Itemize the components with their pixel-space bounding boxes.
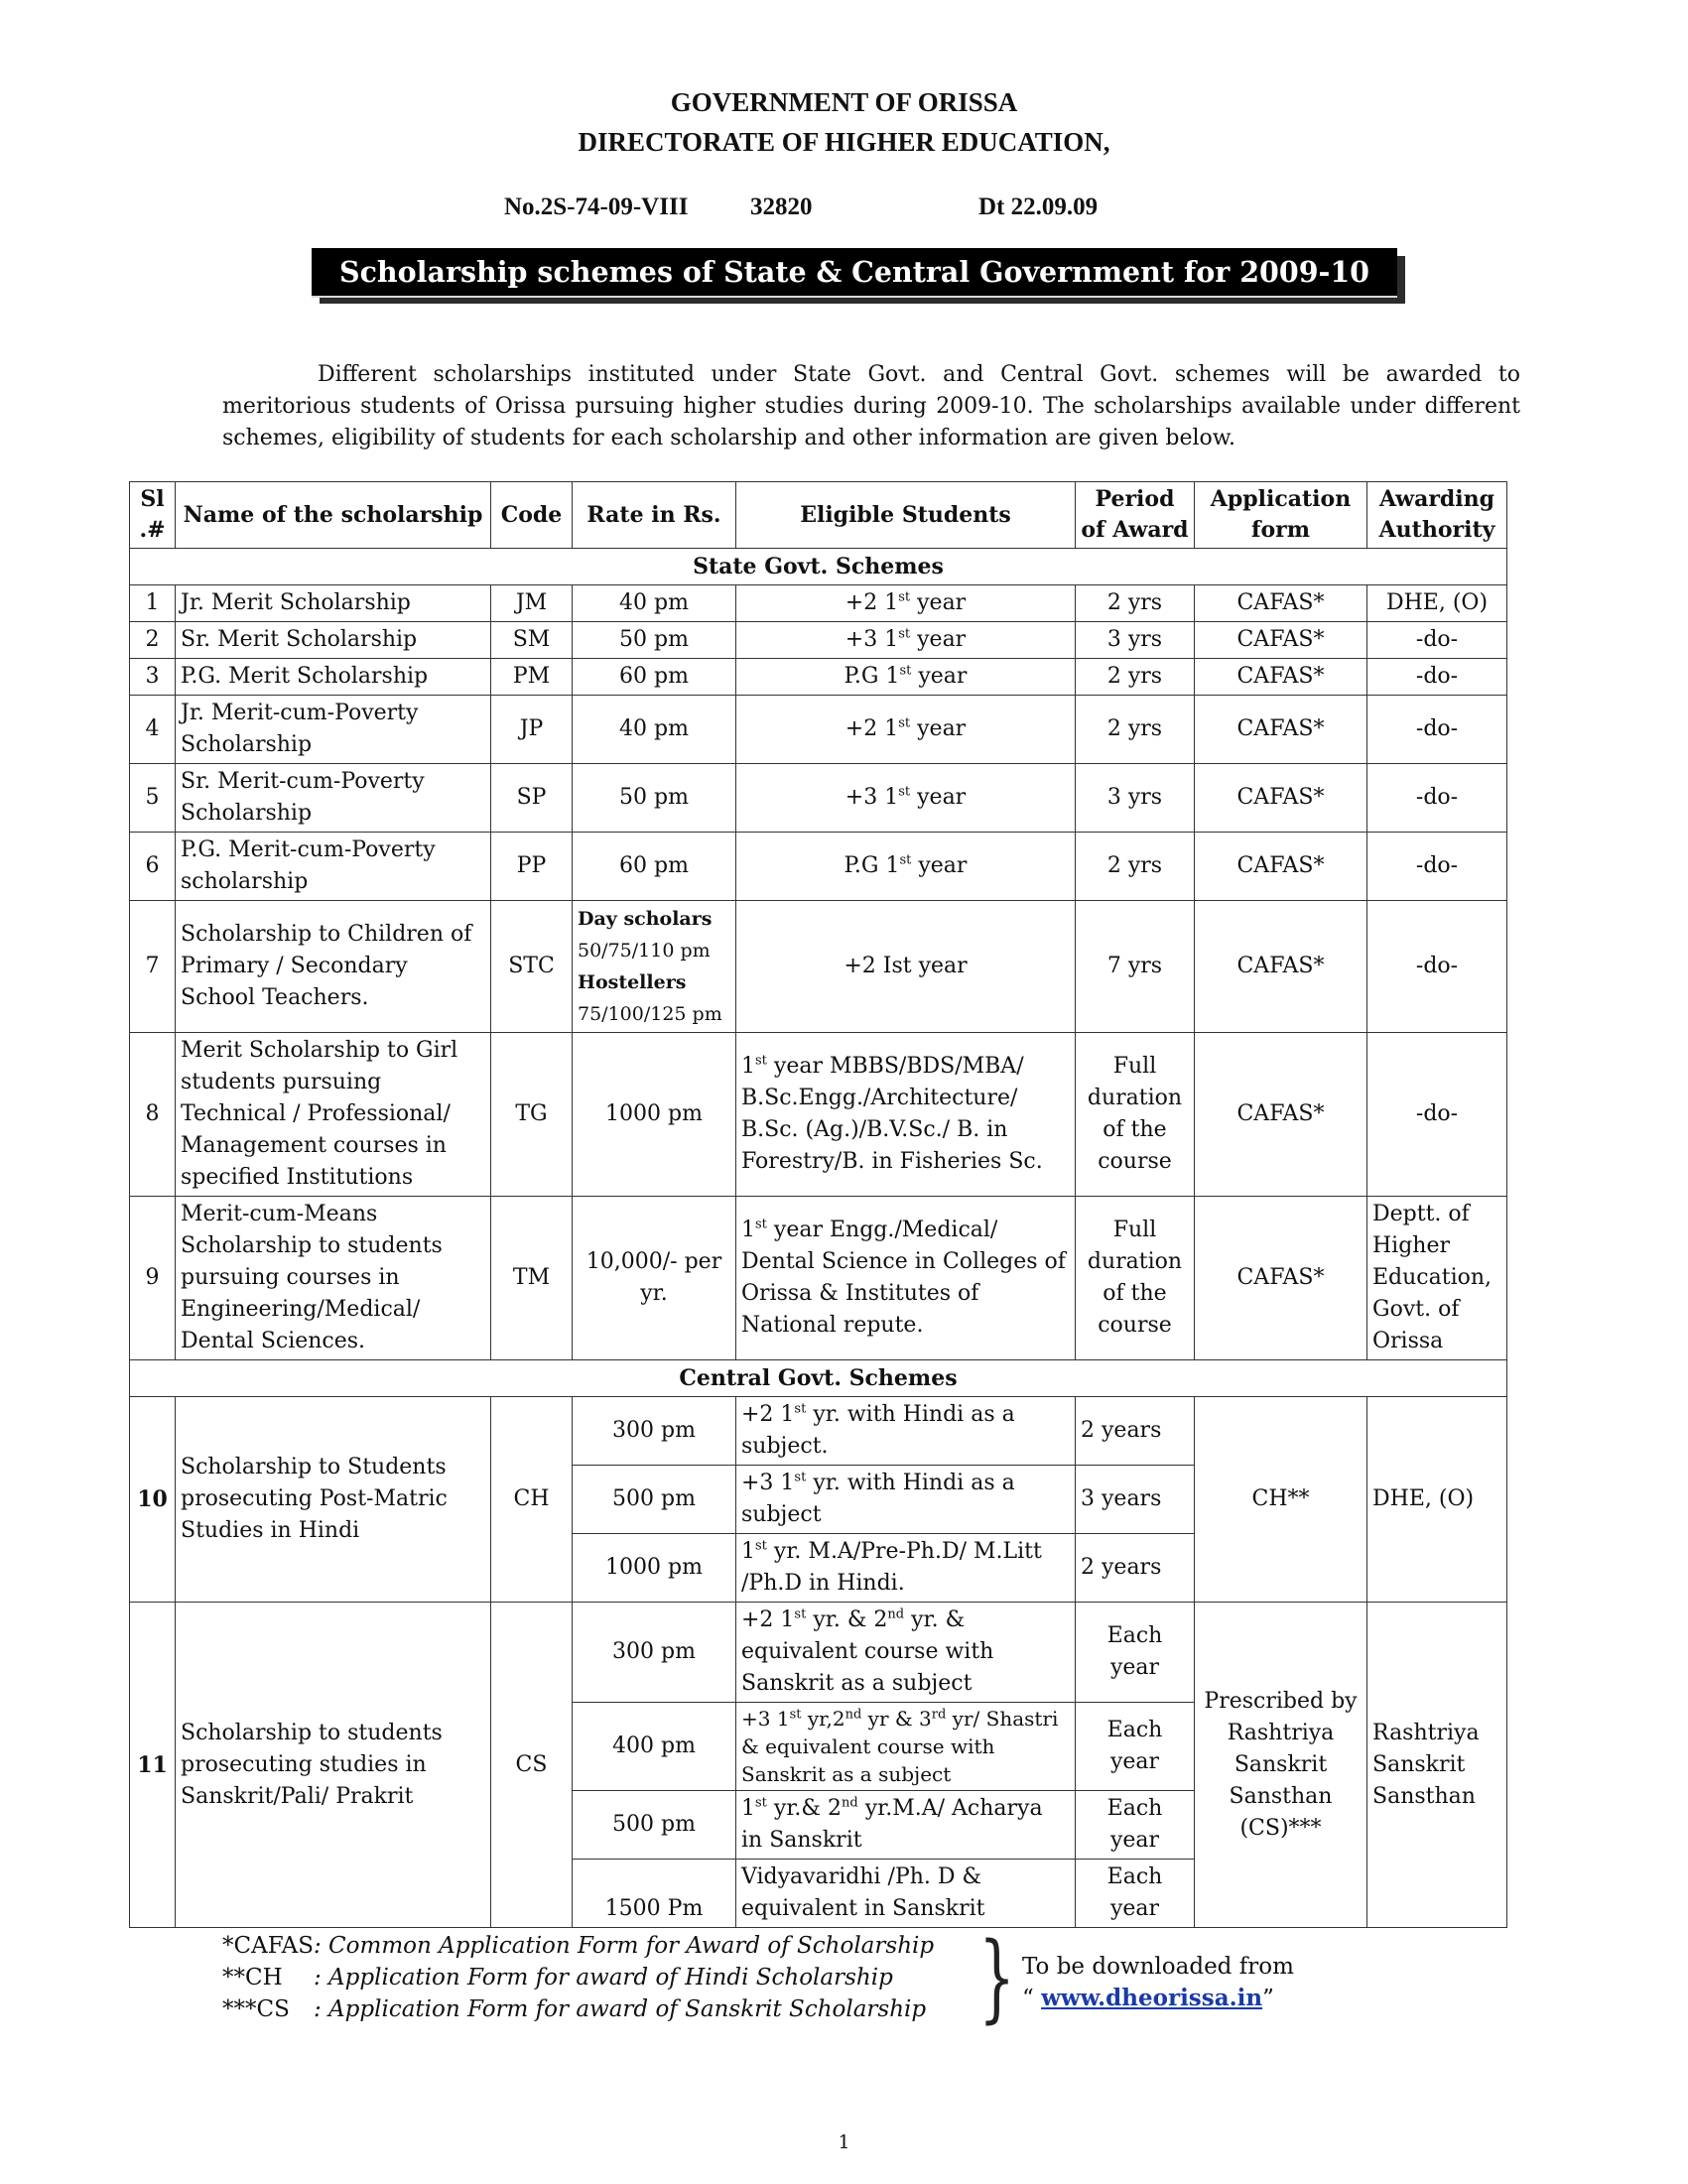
cell-code: TM xyxy=(491,1197,573,1360)
cell-eligible: P.G 1st year xyxy=(736,833,1076,901)
cell-form: CH** xyxy=(1195,1397,1367,1603)
reference-date: Dt 22.09.09 xyxy=(978,193,1099,220)
cell-rate: 60 pm xyxy=(573,833,736,901)
cell-eligible: +2 1st year xyxy=(736,696,1076,764)
cell-form: CAFAS* xyxy=(1195,764,1367,833)
intro-paragraph: Different scholarships instituted under State Govt. and Central Govt. schemes will be awarded to meritorious students of Orissa pursuing higher studies during 2009-10. The scholarships available under different schemes, eligibility of students for each scholarship and other information are given below. xyxy=(222,362,1520,450)
cell-eligible: +2 1st yr. & 2nd yr. & equivalent course with Sanskrit as a subject xyxy=(736,1603,1076,1703)
cell-period: 2 yrs xyxy=(1076,696,1195,764)
cell-rate: 50 pm xyxy=(573,764,736,833)
cell-form: CAFAS* xyxy=(1195,1033,1367,1197)
cell-rate: 400 pm xyxy=(573,1703,736,1791)
table-row xyxy=(130,622,1507,659)
cell-period: Each year xyxy=(1076,1860,1195,1928)
cell-rate: 40 pm xyxy=(573,696,736,764)
cell-form: CAFAS* xyxy=(1195,585,1367,622)
cell-form: CAFAS* xyxy=(1195,901,1367,1033)
cell-authority: -do- xyxy=(1367,833,1507,901)
cell-period: 2 yrs xyxy=(1076,659,1195,696)
cell-form: CAFAS* xyxy=(1195,833,1367,901)
cell-rate: 60 pm xyxy=(573,659,736,696)
cell-period: 3 yrs xyxy=(1076,764,1195,833)
cell-period: 3 years xyxy=(1076,1466,1195,1534)
cell-form: Prescribed by Rashtriya Sanskrit Sansthan (CS)*** xyxy=(1195,1603,1367,1928)
cell-authority: -do- xyxy=(1367,696,1507,764)
cell-sl: 6 xyxy=(130,833,176,901)
rate-hostel-label: Hostellers xyxy=(578,971,687,993)
cell-name: Sr. Merit Scholarship xyxy=(176,622,491,659)
cell-code: STC xyxy=(491,901,573,1033)
table-row xyxy=(130,901,1507,1033)
reference-number: No.2S-74-09-VIII xyxy=(504,193,689,220)
cell-authority: -do- xyxy=(1367,764,1507,833)
cell-sl: 2 xyxy=(130,622,176,659)
cell-period: 7 yrs xyxy=(1076,901,1195,1033)
cell-code: JP xyxy=(491,696,573,764)
cell-eligible: P.G 1st year xyxy=(736,659,1076,696)
reference-code: 32820 xyxy=(750,193,813,220)
cell-code: CH xyxy=(491,1397,573,1603)
table-row xyxy=(130,1397,1507,1466)
cell-form: CAFAS* xyxy=(1195,622,1367,659)
cell-authority: DHE, (O) xyxy=(1367,585,1507,622)
cell-eligible: +2 Ist year xyxy=(736,901,1076,1033)
scholarship-table xyxy=(129,481,1507,1928)
title-banner: Scholarship schemes of State & Central Government for 2009-10 xyxy=(312,248,1397,298)
cell-eligible: +3 1st year xyxy=(736,622,1076,659)
cell-eligible: Vidyavaridhi /Ph. D & equivalent in Sanskrit xyxy=(736,1860,1076,1928)
cell-name: P.G. Merit-cum-Poverty scholarship xyxy=(176,833,491,901)
cell-rate: 300 pm xyxy=(573,1603,736,1703)
cell-period: Each year xyxy=(1076,1603,1195,1703)
cell-code: PM xyxy=(491,659,573,696)
cell-period: Full duration of the course xyxy=(1076,1197,1195,1360)
cell-code: SP xyxy=(491,764,573,833)
col-header-name: Name of the scholarship xyxy=(176,482,491,549)
cell-name: Scholarship to Students prosecuting Post-Matric Studies in Hindi xyxy=(176,1397,491,1603)
cell-period: Each year xyxy=(1076,1703,1195,1791)
cell-rate: 1000 pm xyxy=(573,1534,736,1603)
cell-code: PP xyxy=(491,833,573,901)
rate-hostel-value: 75/100/125 pm xyxy=(578,1003,722,1025)
cell-sl: 4 xyxy=(130,696,176,764)
cell-period: 3 yrs xyxy=(1076,622,1195,659)
cell-rate: 500 pm xyxy=(573,1791,736,1860)
cell-authority: -do- xyxy=(1367,1033,1507,1197)
cell-eligible: 1st year Engg./Medical/ Dental Science in Colleges of Orissa & Institutes of National repute. xyxy=(736,1197,1076,1360)
table-row xyxy=(130,1603,1507,1703)
cell-sl: 7 xyxy=(130,901,176,1033)
rate-day-value: 50/75/110 pm xyxy=(578,940,711,962)
cell-rate: 40 pm xyxy=(573,585,736,622)
cell-name: Jr. Merit-cum-Poverty Scholarship xyxy=(176,696,491,764)
cell-authority: -do- xyxy=(1367,622,1507,659)
cell-rate: 1000 pm xyxy=(573,1033,736,1197)
cell-name: Scholarship to Children of Primary / Secondary School Teachers. xyxy=(176,901,491,1033)
section-central-schemes: Central Govt. Schemes xyxy=(130,1360,1507,1397)
cell-sl: 5 xyxy=(130,764,176,833)
table-header-row xyxy=(130,482,1507,549)
cell-eligible: +3 1st yr. with Hindi as a subject xyxy=(736,1466,1076,1534)
cell-period: 2 years xyxy=(1076,1534,1195,1603)
col-header-period: Period of Award xyxy=(1076,482,1195,549)
section-state-schemes: State Govt. Schemes xyxy=(130,549,1507,585)
table-row xyxy=(130,1197,1507,1360)
footnote-cs: ***CS : Application Form for award of Sanskrit Scholarship xyxy=(222,1996,927,2022)
cell-eligible: 1st yr. M.A/Pre-Ph.D/ M.Litt /Ph.D in Hindi. xyxy=(736,1534,1076,1603)
cell-sl: 8 xyxy=(130,1033,176,1197)
col-header-sl: Sl .# xyxy=(130,482,176,549)
cell-code: SM xyxy=(491,622,573,659)
cell-rate: 50 pm xyxy=(573,622,736,659)
cell-name: Sr. Merit-cum-Poverty Scholarship xyxy=(176,764,491,833)
cell-period: 2 yrs xyxy=(1076,833,1195,901)
col-header-form: Application form xyxy=(1195,482,1367,549)
table-row xyxy=(130,1033,1507,1197)
cell-eligible: +3 1st yr,2nd yr & 3rd yr/ Shastri & equivalent course with Sanskrit as a subject xyxy=(736,1703,1076,1791)
rate-day-label: Day scholars xyxy=(578,908,713,930)
cell-name: Merit-cum-Means Scholarship to students pursuing courses in Engineering/Medical/ Dental Sciences. xyxy=(176,1197,491,1360)
cell-authority: Rashtriya Sanskrit Sansthan xyxy=(1367,1603,1507,1928)
cell-code: CS xyxy=(491,1603,573,1928)
footnotes xyxy=(222,1930,934,2025)
cell-name: Merit Scholarship to Girl students pursuing Technical / Professional/ Management courses in specified Institutions xyxy=(176,1033,491,1197)
cell-sl: 11 xyxy=(130,1603,176,1928)
cell-form: CAFAS* xyxy=(1195,659,1367,696)
col-header-code: Code xyxy=(491,482,573,549)
table-row xyxy=(130,659,1507,696)
cell-rate xyxy=(573,901,736,1033)
cell-eligible: +2 1st yr. with Hindi as a subject. xyxy=(736,1397,1076,1466)
cell-rate: 500 pm xyxy=(573,1466,736,1534)
cell-period: Each year xyxy=(1076,1791,1195,1860)
cell-rate: 1500 Pm xyxy=(573,1860,736,1928)
cell-form: CAFAS* xyxy=(1195,1197,1367,1360)
footnote-ch: **CH : Application Form for award of Hindi Scholarship xyxy=(222,1965,893,1991)
download-note: To be downloaded from “ www.dheorissa.in” xyxy=(1022,1954,1294,2011)
cell-sl: 3 xyxy=(130,659,176,696)
page-number: 1 xyxy=(838,2131,850,2153)
cell-code: TG xyxy=(491,1033,573,1197)
cell-sl: 1 xyxy=(130,585,176,622)
col-header-authority: Awarding Authority xyxy=(1367,482,1507,549)
cell-period: 2 yrs xyxy=(1076,585,1195,622)
footnote-cafas: *CAFAS: Common Application Form for Award of Scholarship xyxy=(222,1933,935,1959)
cell-eligible: 1st year MBBS/BDS/MBA/ B.Sc.Engg./Architecture/ B.Sc. (Ag.)/B.V.Sc./ B. in Forestry/B. in Fisheries Sc. xyxy=(736,1033,1076,1197)
download-link[interactable]: www.dheorissa.in xyxy=(1041,1985,1263,2011)
header-directorate: DIRECTORATE OF HIGHER EDUCATION, xyxy=(578,127,1110,157)
cell-sl: 9 xyxy=(130,1197,176,1360)
cell-form: CAFAS* xyxy=(1195,696,1367,764)
cell-sl: 10 xyxy=(130,1397,176,1603)
cell-rate: 300 pm xyxy=(573,1397,736,1466)
cell-eligible: +2 1st year xyxy=(736,585,1076,622)
cell-authority: -do- xyxy=(1367,901,1507,1033)
header-government: GOVERNMENT OF ORISSA xyxy=(670,87,1018,117)
cell-name: Jr. Merit Scholarship xyxy=(176,585,491,622)
cell-eligible: +3 1st year xyxy=(736,764,1076,833)
table-row xyxy=(130,585,1507,622)
table-row xyxy=(130,833,1507,901)
table-row xyxy=(130,696,1507,764)
cell-code: JM xyxy=(491,585,573,622)
cell-name: P.G. Merit Scholarship xyxy=(176,659,491,696)
cell-authority: Deptt. of Higher Education, Govt. of Orissa xyxy=(1367,1197,1507,1360)
cell-rate: 10,000/- per yr. xyxy=(573,1197,736,1360)
cell-period: 2 years xyxy=(1076,1397,1195,1466)
col-header-eligible: Eligible Students xyxy=(736,482,1076,549)
right-brace-icon: } xyxy=(978,1922,1015,2033)
cell-authority: -do- xyxy=(1367,659,1507,696)
table-row xyxy=(130,764,1507,833)
cell-authority: DHE, (O) xyxy=(1367,1397,1507,1603)
cell-name: Scholarship to students prosecuting studies in Sanskrit/Pali/ Prakrit xyxy=(176,1603,491,1928)
cell-eligible: 1st yr.& 2nd yr.M.A/ Acharya in Sanskrit xyxy=(736,1791,1076,1860)
col-header-rate: Rate in Rs. xyxy=(573,482,736,549)
cell-period: Full duration of the course xyxy=(1076,1033,1195,1197)
